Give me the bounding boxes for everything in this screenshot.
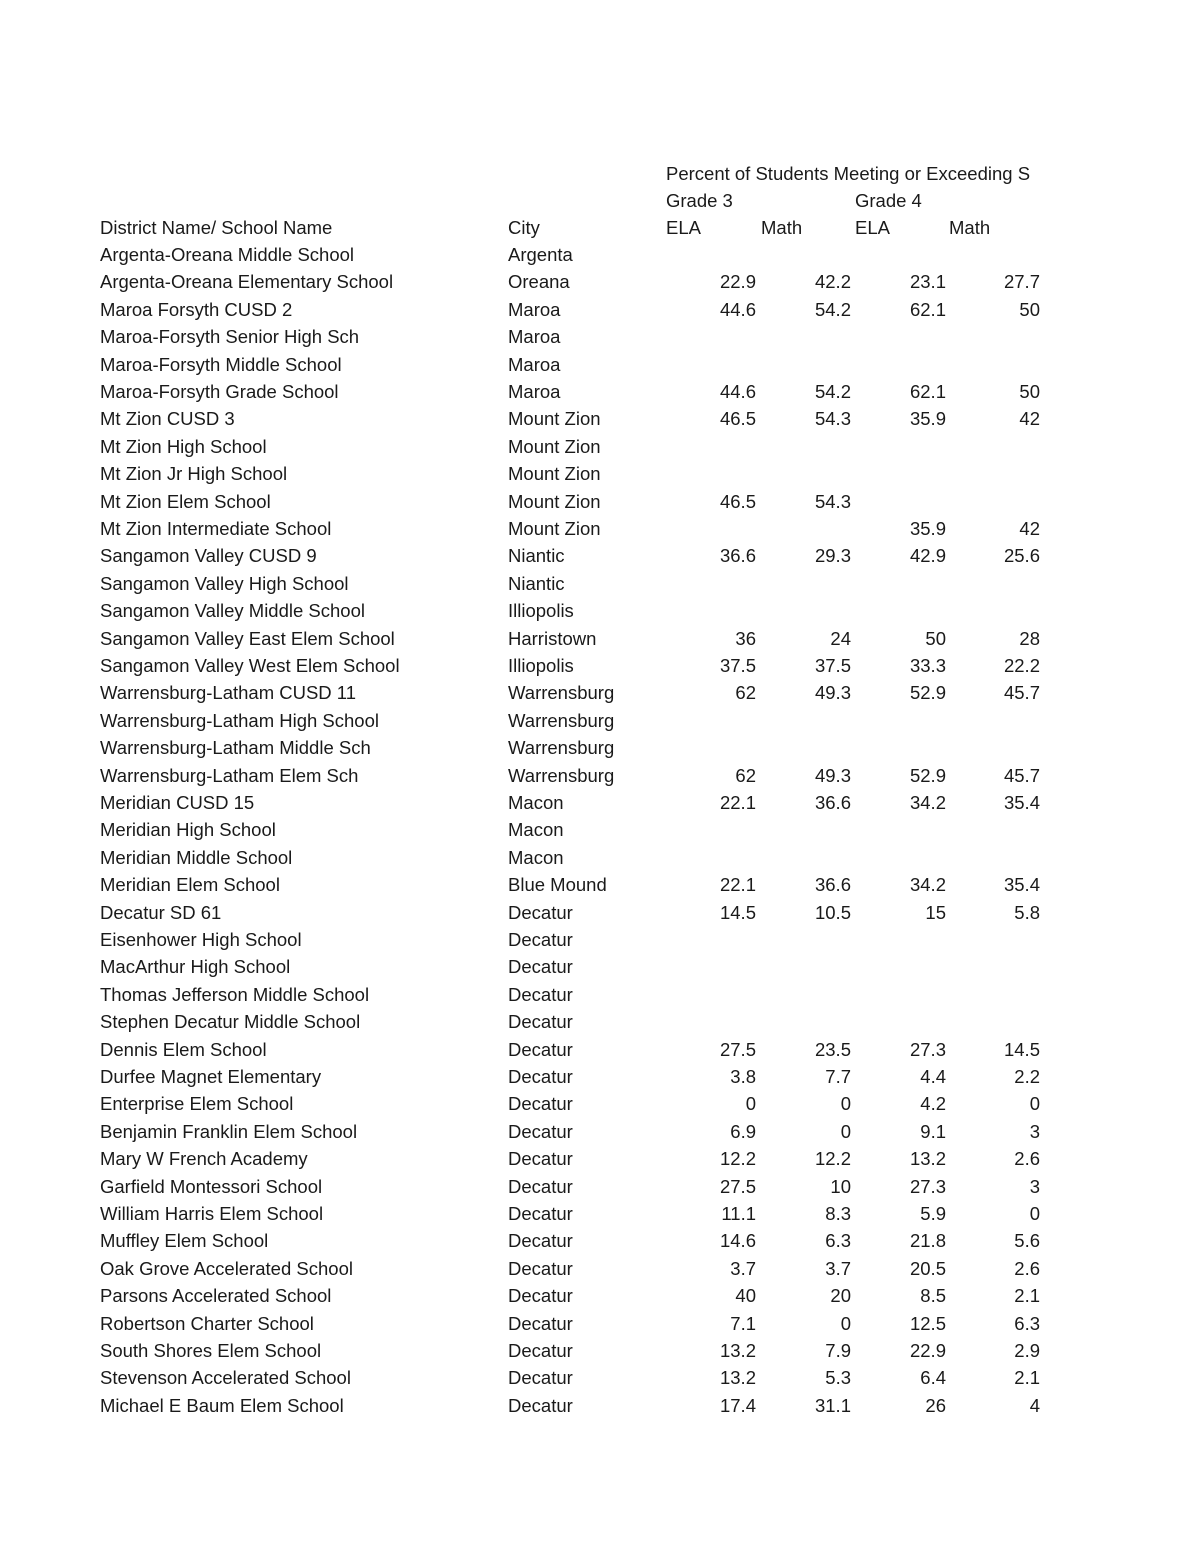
table-row <box>0 323 1200 350</box>
city-cell: Blue Mound <box>508 874 607 896</box>
grade4-ela-cell: 13.2 <box>909 1148 946 1170</box>
grade3-math-cell: 5.3 <box>825 1367 851 1389</box>
school-name-cell: Oak Grove Accelerated School <box>100 1257 353 1279</box>
grade3-ela-cell: 12.2 <box>719 1148 756 1170</box>
city-cell: Decatur <box>508 901 573 923</box>
school-name-cell: Durfee Magnet Elementary <box>100 1066 322 1087</box>
column-header-g4-math: Math <box>949 217 991 238</box>
city-cell: Mount Zion <box>508 490 601 512</box>
table-row <box>0 570 1200 597</box>
city-cell: Warrensburg <box>508 737 615 759</box>
school-name-cell: Warrensburg-Latham CUSD 11 <box>100 682 357 704</box>
grade4-math-cell: 25.6 <box>1003 545 1040 567</box>
school-name-cell: Mt Zion CUSD 3 <box>100 408 235 430</box>
grade3-ela-cell: 6.9 <box>730 1120 756 1142</box>
grade3-ela-cell: 40 <box>735 1285 756 1307</box>
grade-4-header: Grade 4 <box>855 190 922 211</box>
table-row <box>0 871 1200 898</box>
grade3-math-cell: 42.2 <box>814 271 851 293</box>
table-row <box>0 351 1200 378</box>
city-cell: Decatur <box>508 1340 573 1361</box>
school-name-cell: Benjamin Franklin Elem School <box>100 1120 358 1142</box>
table-row <box>0 953 1200 980</box>
grade3-math-cell: 54.2 <box>814 298 851 320</box>
city-cell: Maroa <box>508 298 561 320</box>
grade4-math-cell: 4 <box>1029 1394 1040 1416</box>
table-row <box>0 981 1200 1008</box>
grade3-ela-cell: 46.5 <box>719 490 756 512</box>
table-row <box>0 405 1200 432</box>
school-name-cell: Dennis Elem School <box>100 1038 267 1060</box>
grade4-math-cell: 14.5 <box>1003 1038 1040 1060</box>
school-name-cell: Stevenson Accelerated School <box>100 1367 351 1389</box>
city-cell: Illiopolis <box>508 600 574 622</box>
city-cell: Decatur <box>508 1093 573 1115</box>
table-row <box>0 899 1200 926</box>
school-name-cell: Argenta-Oreana Elementary School <box>100 271 394 293</box>
city-cell: Decatur <box>508 1011 573 1033</box>
table-row <box>0 488 1200 515</box>
grade3-ela-cell: 44.6 <box>719 298 756 320</box>
city-cell: Maroa <box>508 381 561 402</box>
school-name-cell: Garfield Montessori School <box>100 1175 323 1197</box>
school-name-cell: Sangamon Valley CUSD 9 <box>100 545 317 567</box>
table-row <box>0 1063 1200 1090</box>
grade3-math-cell: 20 <box>830 1285 851 1307</box>
grade3-math-cell: 54.3 <box>814 408 851 430</box>
table-row <box>0 241 1200 268</box>
grade4-math-cell: 2.6 <box>1014 1257 1040 1279</box>
city-cell: Decatur <box>508 1312 573 1334</box>
school-name-cell: Michael E Baum Elem School <box>100 1394 344 1416</box>
grade3-math-cell: 6.3 <box>825 1230 851 1252</box>
school-name-cell: Mt Zion High School <box>100 435 267 457</box>
grade4-math-cell: 2.9 <box>1014 1340 1040 1361</box>
grade4-ela-cell: 62.1 <box>909 298 946 320</box>
city-cell: Macon <box>508 819 564 841</box>
school-name-cell: Meridian Elem School <box>100 874 280 896</box>
school-name-cell: Decatur SD 61 <box>100 901 222 923</box>
table-row <box>0 515 1200 542</box>
city-cell: Decatur <box>508 1285 573 1307</box>
city-cell: Mount Zion <box>508 463 601 485</box>
grade4-ela-cell: 42.9 <box>909 545 946 567</box>
grade4-math-cell: 42 <box>1019 408 1040 430</box>
school-name-cell: Maroa-Forsyth Grade School <box>100 381 339 402</box>
column-header-g3-ela: ELA <box>666 217 701 238</box>
table-row <box>0 734 1200 761</box>
city-cell: Niantic <box>508 545 565 567</box>
school-name-cell: Argenta-Oreana Middle School <box>100 244 355 265</box>
city-cell: Decatur <box>508 1120 573 1142</box>
grade3-ela-cell: 27.5 <box>719 1175 756 1197</box>
city-cell: Macon <box>508 846 564 868</box>
table-row <box>0 1337 1200 1364</box>
city-cell: Decatur <box>508 1367 573 1389</box>
school-name-cell: Maroa Forsyth CUSD 2 <box>100 298 293 320</box>
city-cell: Decatur <box>508 1394 573 1416</box>
grade4-ela-cell: 26 <box>925 1394 946 1416</box>
grade3-math-cell: 12.2 <box>814 1148 851 1170</box>
grade4-math-cell: 28 <box>1019 627 1040 649</box>
table-row <box>0 1008 1200 1035</box>
grade3-ela-cell: 62 <box>735 764 756 786</box>
grade4-math-cell: 5.6 <box>1014 1230 1040 1252</box>
grade4-ela-cell: 4.2 <box>920 1093 946 1115</box>
table-row <box>0 707 1200 734</box>
table-row <box>0 1090 1200 1117</box>
grade4-math-cell: 35.4 <box>1003 874 1040 896</box>
grade4-ela-cell: 8.5 <box>920 1285 946 1307</box>
city-cell: Decatur <box>508 1203 573 1224</box>
grade3-math-cell: 54.2 <box>814 381 851 402</box>
school-name-cell: Thomas Jefferson Middle School <box>100 983 370 1005</box>
grade4-math-cell: 6.3 <box>1014 1312 1040 1334</box>
table-row <box>0 1392 1200 1419</box>
table-row <box>0 296 1200 323</box>
grade4-math-cell: 45.7 <box>1003 764 1040 786</box>
grade3-ela-cell: 13.2 <box>719 1367 756 1389</box>
grade4-math-cell: 3 <box>1029 1175 1040 1197</box>
grade4-ela-cell: 5.9 <box>920 1203 946 1224</box>
grade3-ela-cell: 3.7 <box>730 1257 756 1279</box>
city-cell: Warrensburg <box>508 709 615 731</box>
grade3-math-cell: 0 <box>840 1093 851 1115</box>
school-name-cell: Meridian Middle School <box>100 846 293 868</box>
school-name-cell: Meridian CUSD 15 <box>100 792 255 813</box>
table-row <box>0 268 1200 295</box>
city-cell: Decatur <box>508 983 573 1005</box>
grade4-ela-cell: 22.9 <box>909 1340 946 1361</box>
table-row <box>0 789 1200 816</box>
grade4-ela-cell: 35.9 <box>909 518 946 539</box>
table-row <box>0 762 1200 789</box>
grade3-ela-cell: 22.9 <box>719 271 756 293</box>
grade4-ela-cell: 20.5 <box>909 1257 946 1279</box>
grade4-ela-cell: 34.2 <box>909 874 946 896</box>
grade4-ela-cell: 23.1 <box>909 271 946 293</box>
school-name-cell: Warrensburg-Latham Middle Sch <box>100 737 371 759</box>
grade3-math-cell: 29.3 <box>814 545 851 567</box>
city-cell: Argenta <box>508 244 573 265</box>
grade4-math-cell: 2.1 <box>1014 1367 1040 1389</box>
grade3-math-cell: 0 <box>840 1312 851 1334</box>
grade3-ela-cell: 3.8 <box>730 1066 756 1087</box>
grade-3-header: Grade 3 <box>666 190 733 211</box>
city-cell: Niantic <box>508 572 565 594</box>
grade3-math-cell: 10.5 <box>814 901 851 923</box>
grade3-ela-cell: 14.6 <box>719 1230 756 1252</box>
city-cell: Mount Zion <box>508 408 601 430</box>
city-cell: Oreana <box>508 271 570 293</box>
grade4-math-cell: 2.2 <box>1014 1066 1040 1087</box>
grade4-math-cell: 0 <box>1029 1093 1040 1115</box>
city-cell: Maroa <box>508 353 561 375</box>
school-name-cell: Mt Zion Intermediate School <box>100 518 332 539</box>
city-cell: Mount Zion <box>508 518 601 539</box>
city-cell: Maroa <box>508 326 561 348</box>
grade3-ela-cell: 7.1 <box>730 1312 756 1334</box>
grade3-ela-cell: 36.6 <box>719 545 756 567</box>
grade4-math-cell: 27.7 <box>1003 271 1040 293</box>
school-name-cell: Warrensburg-Latham Elem Sch <box>100 764 359 786</box>
grade4-ela-cell: 52.9 <box>909 682 946 704</box>
school-name-cell: Mt Zion Jr High School <box>100 463 288 485</box>
grade3-math-cell: 0 <box>840 1120 851 1142</box>
grade4-math-cell: 50 <box>1019 298 1040 320</box>
grade3-ela-cell: 11.1 <box>721 1203 756 1224</box>
school-name-cell: Robertson Charter School <box>100 1312 314 1334</box>
school-name-cell: Mt Zion Elem School <box>100 490 271 512</box>
school-name-cell: Stephen Decatur Middle School <box>100 1011 361 1033</box>
school-name-cell: Muffley Elem School <box>100 1230 269 1252</box>
city-cell: Decatur <box>508 1148 573 1170</box>
grade4-ela-cell: 33.3 <box>909 655 946 676</box>
city-cell: Macon <box>508 792 564 813</box>
school-name-cell: Sangamon Valley East Elem School <box>100 627 395 649</box>
table-row <box>0 460 1200 487</box>
school-name-cell: William Harris Elem School <box>100 1203 324 1224</box>
grade4-ela-cell: 27.3 <box>909 1038 946 1060</box>
city-cell: Decatur <box>508 956 573 978</box>
grade4-ela-cell: 21.8 <box>909 1230 946 1252</box>
grade3-math-cell: 49.3 <box>814 764 851 786</box>
grade3-ela-cell: 27.5 <box>719 1038 756 1060</box>
grade3-math-cell: 23.5 <box>814 1038 851 1060</box>
grade3-ela-cell: 44.6 <box>719 381 756 402</box>
city-cell: Decatur <box>508 929 573 950</box>
table-row <box>0 1118 1200 1145</box>
grade3-ela-cell: 46.5 <box>719 408 756 430</box>
table-row <box>0 844 1200 871</box>
table-row <box>0 652 1200 679</box>
table-row <box>0 1310 1200 1337</box>
city-cell: Decatur <box>508 1230 573 1252</box>
city-cell: Decatur <box>508 1175 573 1197</box>
grade4-ela-cell: 50 <box>925 627 946 649</box>
school-name-cell: Maroa-Forsyth Senior High Sch <box>100 326 360 348</box>
table-row <box>0 926 1200 953</box>
city-cell: Illiopolis <box>508 655 574 676</box>
city-cell: Warrensburg <box>508 764 615 786</box>
table-row <box>0 1227 1200 1254</box>
table-row <box>0 378 1200 405</box>
grade3-ela-cell: 37.5 <box>719 655 756 676</box>
grade4-ela-cell: 12.5 <box>909 1312 946 1334</box>
grade4-ela-cell: 52.9 <box>909 764 946 786</box>
table-title: Percent of Students Meeting or Exceeding S <box>666 163 1031 184</box>
grade4-math-cell: 50 <box>1019 381 1040 402</box>
grade4-ela-cell: 35.9 <box>909 408 946 430</box>
school-name-cell: Parsons Accelerated School <box>100 1285 332 1307</box>
grade4-math-cell: 3 <box>1029 1120 1040 1142</box>
table-row <box>0 1282 1200 1309</box>
city-cell: Harristown <box>508 627 597 649</box>
city-cell: Decatur <box>508 1257 573 1279</box>
grade4-ela-cell: 6.4 <box>920 1367 946 1389</box>
grade4-ela-cell: 9.1 <box>920 1120 946 1142</box>
grade3-math-cell: 36.6 <box>814 792 851 813</box>
school-name-cell: Mary W French Academy <box>100 1148 308 1170</box>
grade4-ela-cell: 4.4 <box>920 1066 946 1087</box>
school-name-cell: Warrensburg-Latham High School <box>100 709 379 731</box>
grade3-ela-cell: 36 <box>735 627 756 649</box>
table-row <box>0 597 1200 624</box>
grade4-ela-cell: 27.3 <box>909 1175 946 1197</box>
school-name-cell: Enterprise Elem School <box>100 1093 294 1115</box>
school-name-cell: Meridian High School <box>100 819 276 841</box>
grade4-math-cell: 2.1 <box>1014 1285 1040 1307</box>
school-name-cell: Maroa-Forsyth Middle School <box>100 353 342 375</box>
school-name-cell: Sangamon Valley Middle School <box>100 600 365 622</box>
table-row <box>0 679 1200 706</box>
grade4-math-cell: 22.2 <box>1003 655 1040 676</box>
table-row <box>0 1200 1200 1227</box>
grade3-math-cell: 54.3 <box>814 490 851 512</box>
table-row <box>0 816 1200 843</box>
school-name-cell: MacArthur High School <box>100 956 291 978</box>
table-row <box>0 1036 1200 1063</box>
grade3-math-cell: 36.6 <box>814 874 851 896</box>
grade3-math-cell: 24 <box>830 627 851 649</box>
school-name-cell: Sangamon Valley West Elem School <box>100 655 400 676</box>
grade3-ela-cell: 22.1 <box>719 792 756 813</box>
grade3-ela-cell: 14.5 <box>719 901 756 923</box>
table-row <box>0 1145 1200 1172</box>
grade4-ela-cell: 62.1 <box>909 381 946 402</box>
grade4-math-cell: 2.6 <box>1014 1148 1040 1170</box>
table-row <box>0 1364 1200 1391</box>
city-cell: Decatur <box>508 1038 573 1060</box>
city-cell: Mount Zion <box>508 435 601 457</box>
grade3-math-cell: 3.7 <box>825 1257 851 1279</box>
grade3-math-cell: 49.3 <box>814 682 851 704</box>
school-name-cell: Eisenhower High School <box>100 929 302 950</box>
column-header-city: City <box>508 217 540 238</box>
column-header-g3-math: Math <box>761 217 803 238</box>
grade3-ela-cell: 22.1 <box>719 874 756 896</box>
grade3-math-cell: 7.9 <box>825 1340 851 1361</box>
grade3-ela-cell: 13.2 <box>719 1340 756 1361</box>
grade4-math-cell: 42 <box>1019 518 1040 539</box>
school-name-cell: South Shores Elem School <box>100 1340 322 1361</box>
table-row <box>0 1255 1200 1282</box>
table-row <box>0 1173 1200 1200</box>
grade4-math-cell: 45.7 <box>1003 682 1040 704</box>
table-row <box>0 433 1200 460</box>
column-header-g4-ela: ELA <box>855 217 890 238</box>
grade4-ela-cell: 34.2 <box>909 792 946 813</box>
grade4-ela-cell: 15 <box>925 901 946 923</box>
grade3-math-cell: 37.5 <box>814 655 851 676</box>
grade3-ela-cell: 0 <box>745 1093 756 1115</box>
grade3-math-cell: 7.7 <box>825 1066 851 1087</box>
grade3-ela-cell: 17.4 <box>719 1394 756 1416</box>
grade3-math-cell: 10 <box>830 1175 851 1197</box>
table-row <box>0 542 1200 569</box>
school-name-cell: Sangamon Valley High School <box>100 572 349 594</box>
grade4-math-cell: 35.4 <box>1003 792 1040 813</box>
city-cell: Decatur <box>508 1066 573 1087</box>
table-row <box>0 625 1200 652</box>
grade4-math-cell: 0 <box>1029 1203 1040 1224</box>
column-header-name: District Name/ School Name <box>100 217 333 238</box>
grade3-math-cell: 31.1 <box>814 1394 851 1416</box>
grade3-ela-cell: 62 <box>735 682 756 704</box>
city-cell: Warrensburg <box>508 682 615 704</box>
grade4-math-cell: 5.8 <box>1014 901 1040 923</box>
grade3-math-cell: 8.3 <box>825 1203 851 1224</box>
